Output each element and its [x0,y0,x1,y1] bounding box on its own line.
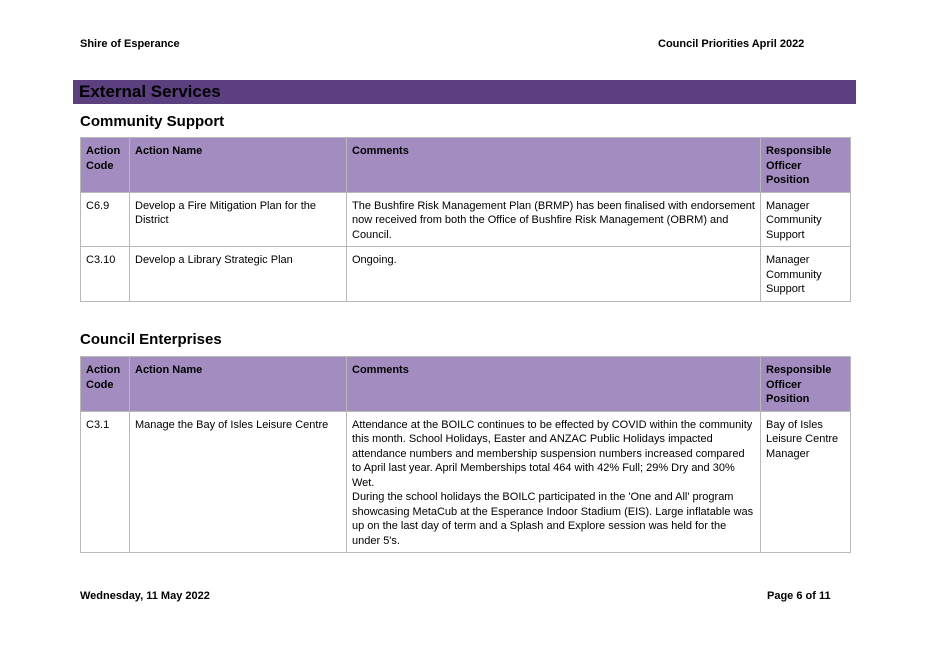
section-title-community-support: Community Support [80,113,225,130]
action-code-cell: C6.9 [81,192,130,247]
header-document-title: Council Priorities April 2022 [658,38,805,50]
column-header-action-name: Action Name [130,357,347,412]
table-row [81,247,851,302]
responsible-officer-cell: Manager Community Support [761,192,851,247]
table-header-row [81,357,851,412]
column-header-comments: Comments [347,138,761,193]
column-header-responsible-officer: Responsible Officer Position [761,138,851,193]
footer-page-number: Page 6 of 11 [767,590,831,602]
action-name-cell: Develop a Fire Mitigation Plan for the District [130,192,347,247]
comments-cell: The Bushfire Risk Management Plan (BRMP) has been finalised with endorsement now received from both the Office of Bushfire Risk Management (OBRM) and Council. [347,192,761,247]
responsible-officer-cell: Manager Community Support [761,247,851,302]
footer-date: Wednesday, 11 May 2022 [80,590,210,602]
action-code-cell: C3.1 [81,411,130,553]
table-header-row [81,138,851,193]
column-header-comments: Comments [347,357,761,412]
column-header-responsible-officer: Responsible Officer Position [761,357,851,412]
comments-cell: Attendance at the BOILC continues to be effected by COVID within the community this month. School Holidays, Easter and ANZAC Public Holidays impacted attendance numbers and membership suspension numbers increased compared to April last year. April Memberships total 464 with 42% Full; 29% Dry and 30% Wet. During the school holidays the BOILC participated in the 'One and All' program showcasing MetaCub at the Esperance Indoor Stadium (EIS). Large inflatable was up on the last day of term and a Splash and Explore session was held for the under 5's. [347,411,761,553]
column-header-action-name: Action Name [130,138,347,193]
column-header-action-code: Action Code [81,138,130,193]
section-banner: External Services [73,80,856,104]
action-name-cell: Manage the Bay of Isles Leisure Centre [130,411,347,553]
action-name-cell: Develop a Library Strategic Plan [130,247,347,302]
priorities-table-community-support [80,137,851,302]
table-row [81,411,851,553]
table-row [81,192,851,247]
header-organization: Shire of Esperance [80,38,180,50]
priorities-table-council-enterprises [80,356,851,553]
column-header-action-code: Action Code [81,357,130,412]
action-code-cell: C3.10 [81,247,130,302]
comments-cell: Ongoing. [347,247,761,302]
section-title-council-enterprises: Council Enterprises [80,331,222,348]
responsible-officer-cell: Bay of Isles Leisure Centre Manager [761,411,851,553]
